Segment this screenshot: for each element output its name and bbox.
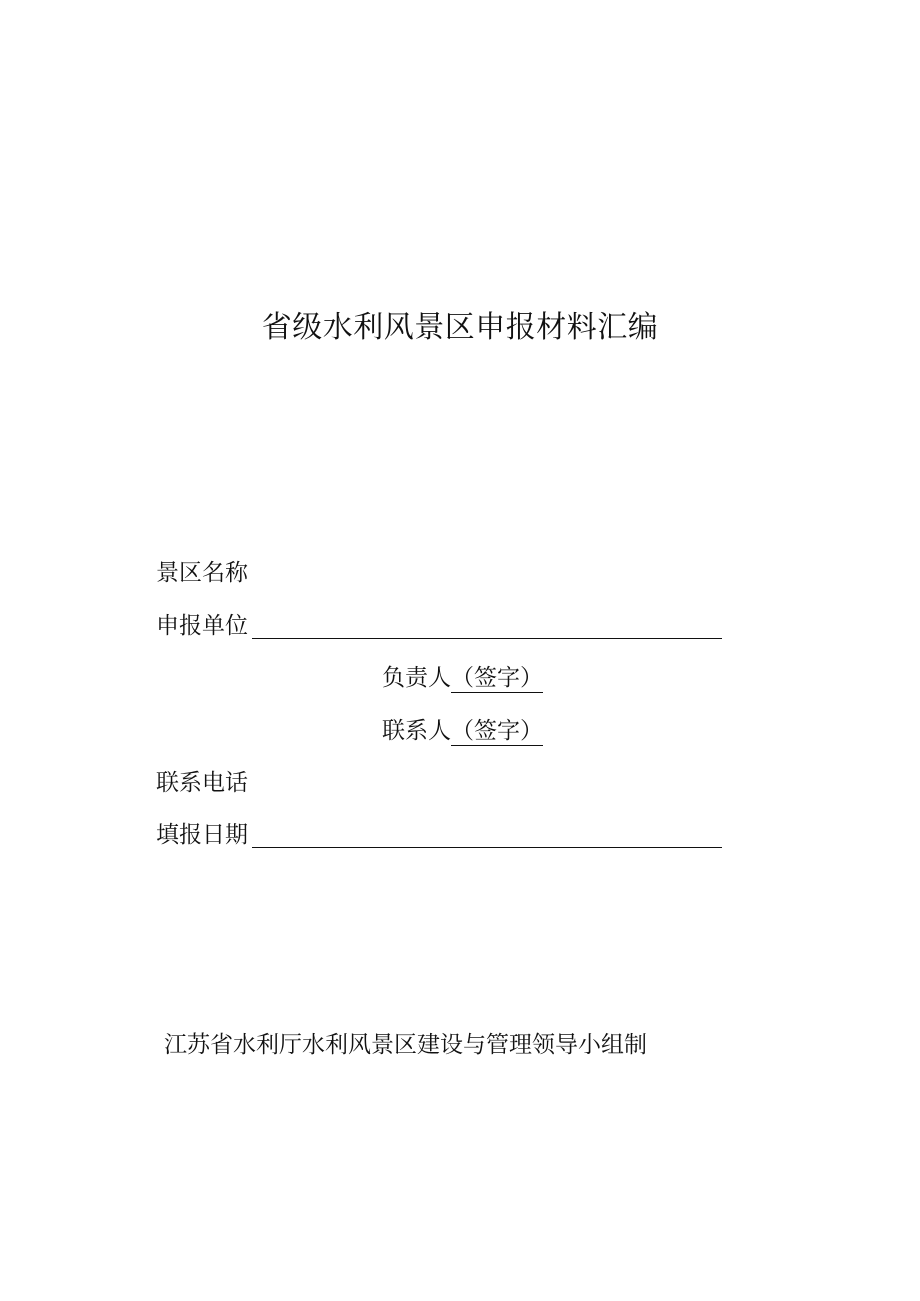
applicant-unit-blank-line (252, 638, 722, 639)
contact-phone-label: 联系电话 (156, 770, 248, 796)
contact-person-label: 联系人 (382, 718, 451, 744)
fill-date-row (156, 819, 722, 851)
scenic-name-row (156, 557, 248, 589)
contact-phone-row (156, 767, 248, 799)
person-in-charge-signature: （签字） (451, 665, 543, 691)
applicant-unit-row (156, 610, 722, 642)
contact-person-row (382, 715, 543, 747)
issuer-footer: 江苏省水利厅水利风景区建设与管理领导小组制 (164, 1032, 647, 1058)
scenic-name-label: 景区名称 (156, 560, 248, 586)
person-in-charge-label: 负责人 (382, 665, 451, 691)
person-in-charge-row (382, 662, 543, 694)
fill-date-label: 填报日期 (156, 822, 248, 848)
applicant-unit-label: 申报单位 (156, 613, 248, 639)
fill-date-blank-line (252, 847, 722, 848)
contact-person-signature: （签字） (451, 718, 543, 744)
document-title: 省级水利风景区申报材料汇编 (261, 310, 659, 345)
